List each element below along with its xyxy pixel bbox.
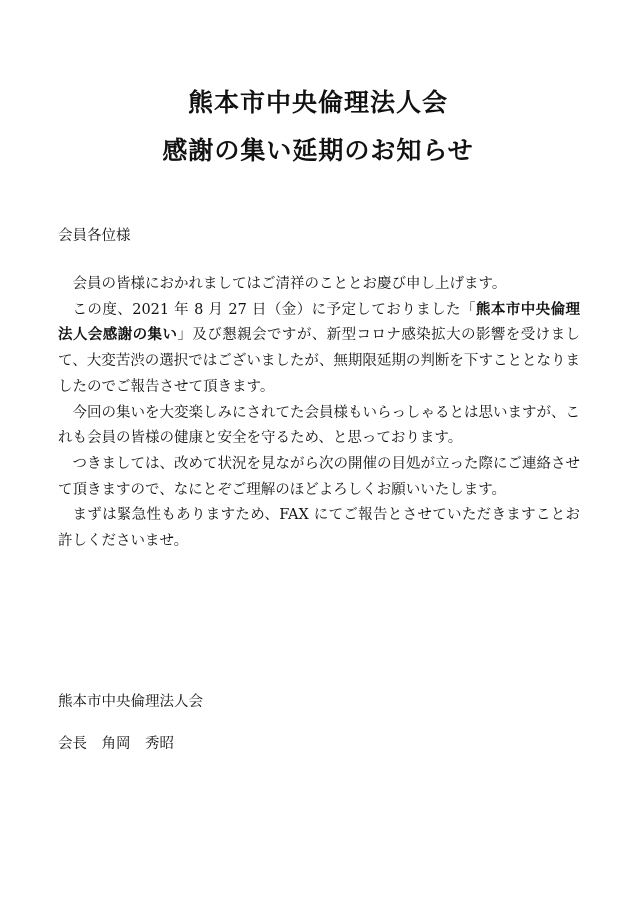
paragraph-followup: つきましては、改めて状況を見ながら次の開催の目処が立った際にご連絡させて頂きますので、なにとぞご理解のほどよろしくお願いいたします。 (58, 455, 580, 498)
paragraph-fax-note: まずは緊急性もありますため、FAX にてご報告とさせていただきますことお許しくださいませ。 (58, 507, 580, 550)
document-title: 熊本市中央倫理法人会 (187, 88, 448, 117)
signer-name: 会長 角岡 秀昭 (58, 736, 174, 752)
paragraph-announcement (58, 298, 580, 401)
document-subtitle: 感謝の集い延期のお知らせ (162, 136, 474, 165)
paragraph-apology: 今回の集いを大変楽しみにされてた会員様もいらっしゃるとは思いますが、これも会員の皆様の健康と安全を守るため、と思っております。 (58, 404, 580, 447)
organization-name: 熊本市中央倫理法人会 (58, 694, 203, 710)
event-name: 熊本市中央倫理法人会感謝の集い (58, 301, 581, 344)
salutation: 会員各位様 (58, 228, 131, 244)
announcement-text-end: 」及び懇親会ですが、新型コロナ感染拡大の影響を受けまして、大変苦渋の選択ではございましたが、無期限延期の判断を下すこととなりましたのでご報告させて頂きます。 (58, 327, 581, 395)
letter-body (58, 272, 580, 555)
paragraph-greeting: 会員の皆様におかれましてはご清祥のこととお慶び申し上げます。 (72, 276, 507, 292)
announcement-text-start: この度、2021 年 8 月 27 日（金）に予定しておりました「 (72, 301, 476, 318)
